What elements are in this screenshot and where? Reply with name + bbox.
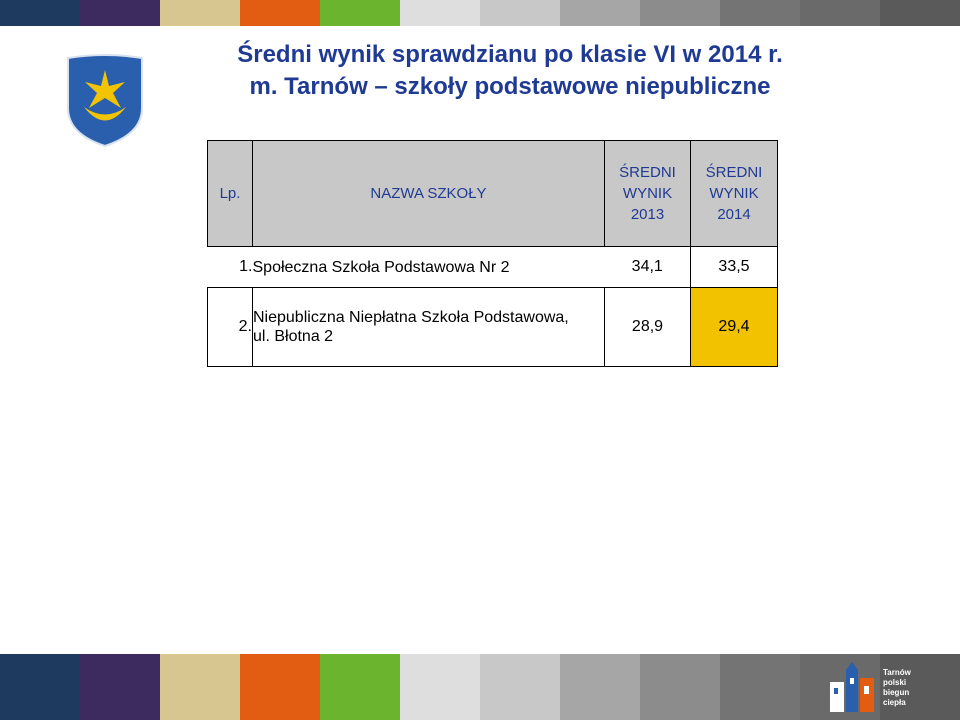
school-name: Społeczna Szkoła Podstawowa Nr 2 <box>252 258 510 276</box>
color-stripe <box>400 654 480 720</box>
color-stripe <box>320 654 400 720</box>
color-stripe <box>720 0 800 26</box>
avg-2014-value: 33,5 <box>691 247 778 288</box>
school-name: Niepubliczna Niepłatna Szkoła Podstawowa, ul. Błotna 2 <box>253 288 605 367</box>
table-row <box>208 247 778 288</box>
page-title-line2: m. Tarnów – szkoły podstawowe niepubliczne <box>249 73 771 100</box>
color-stripe <box>80 0 160 26</box>
table-header-row <box>208 141 778 247</box>
color-stripe <box>80 654 160 720</box>
header-lp: Lp. <box>208 141 253 247</box>
color-stripe <box>240 654 320 720</box>
top-color-stripes <box>0 0 960 26</box>
color-stripe <box>560 654 640 720</box>
color-stripe <box>400 0 480 26</box>
color-stripe <box>0 654 80 720</box>
color-stripe <box>480 654 560 720</box>
bottom-color-stripes <box>0 654 960 720</box>
row-number: 2. <box>208 288 253 367</box>
tarnow-coat-of-arms-icon <box>62 52 148 148</box>
color-stripe <box>160 0 240 26</box>
color-stripe <box>160 654 240 720</box>
header-avg-2013: ŚREDNI WYNIK 2013 <box>605 141 691 247</box>
color-stripe <box>0 0 80 26</box>
page-title-line1: Średni wynik sprawdzianu po klasie VI w 2014 r. <box>237 41 783 68</box>
color-stripe <box>560 0 640 26</box>
color-stripe <box>320 0 400 26</box>
color-stripe <box>640 654 720 720</box>
avg-2013-value: 28,9 <box>605 288 691 367</box>
color-stripe <box>640 0 720 26</box>
results-table <box>207 140 778 367</box>
avg-2014-value-highlighted: 29,4 <box>691 288 778 367</box>
color-stripe <box>880 0 960 26</box>
row-number: 1. <box>239 258 253 275</box>
header-avg-2014: ŚREDNI WYNIK 2014 <box>691 141 778 247</box>
color-stripe <box>800 0 880 26</box>
header-school-name: NAZWA SZKOŁY <box>253 141 605 247</box>
logo-text: Tarnów polski biegun ciepła <box>883 668 911 707</box>
color-stripe <box>480 0 560 26</box>
color-stripe <box>720 654 800 720</box>
table-row <box>208 288 778 367</box>
avg-2013-value: 34,1 <box>605 247 691 288</box>
color-stripe <box>240 0 320 26</box>
